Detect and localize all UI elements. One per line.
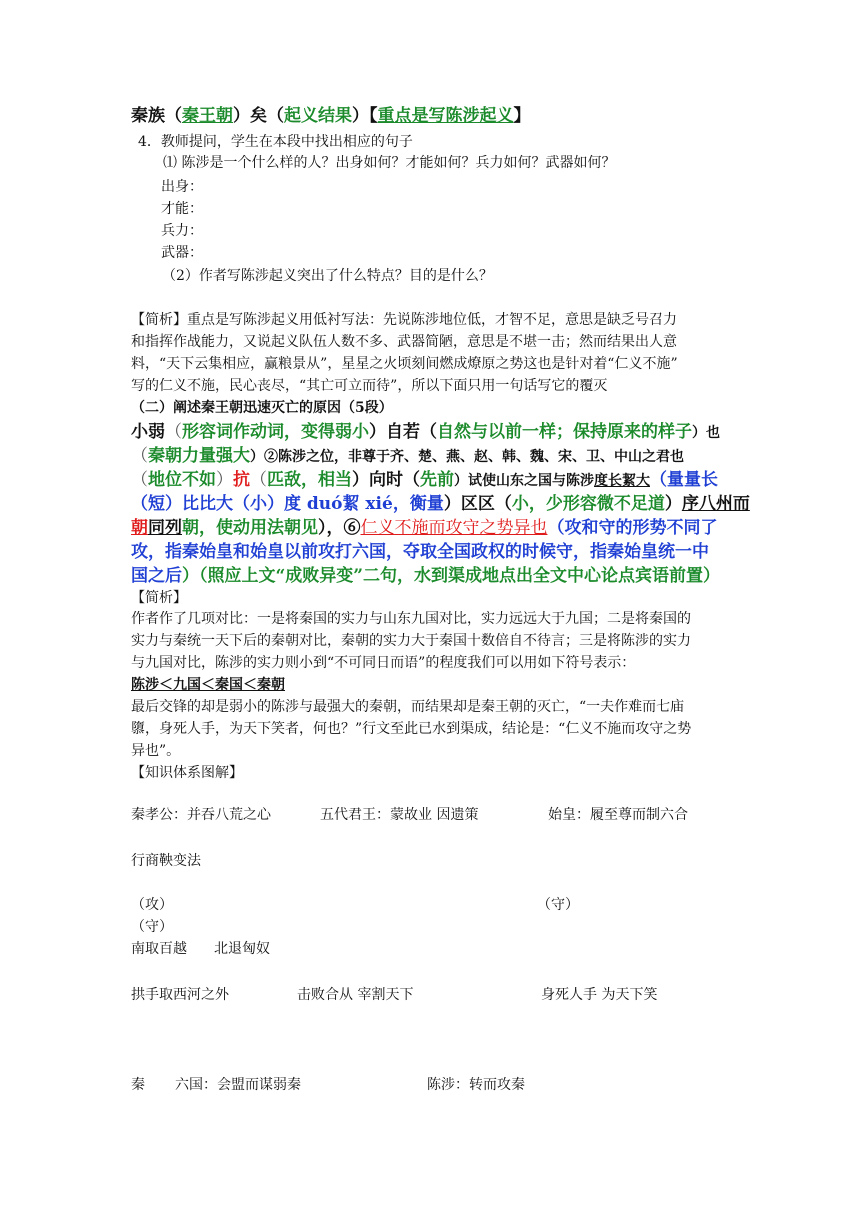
section-heading — [131, 104, 531, 128]
analysis-2-line-1: 作者作了几项对比：一是将秦国的实力与山东九国对比，实力远远大于九国；二是将秦国的 — [131, 611, 691, 627]
diagram-node-hecong: 击败合从 宰割天下 — [297, 987, 414, 1003]
ann-keyword: 序八州而 — [681, 494, 750, 514]
diagram-node-qinxiaogong: 秦孝公：并吞八荒之心 — [131, 807, 271, 823]
heading-text: ）矣（ — [233, 106, 284, 126]
ann-text: ） — [664, 494, 682, 514]
annotated-row-5 — [131, 516, 718, 540]
question-sub-2: （2）作者写陈涉起义突出了什么特点？目的是什么？ — [162, 268, 493, 284]
ann-text: ）试使山东之国与陈涉 — [454, 473, 594, 489]
analysis-2-line-4: 最后交锋的却是弱小的陈涉与最强大的秦朝，而结果却是秦王朝的灭亡，“一夫作难而七庙 — [131, 699, 685, 715]
ann-text: （ — [131, 446, 148, 466]
ann-text: ）向时（ — [352, 470, 420, 490]
heading-text: 秦族（ — [131, 106, 182, 126]
ann-text: ） — [216, 470, 233, 490]
ann-text: ）也 — [692, 425, 720, 441]
diagram-node-qin: 秦 — [131, 1077, 145, 1093]
annotated-row-2 — [131, 444, 684, 469]
diagram-node-shangyang: 行商鞅变法 — [131, 853, 201, 869]
ann-keyword: 度长絜大 — [594, 473, 650, 489]
label-chushen: 出身： — [161, 179, 203, 195]
ann-text: （ — [165, 422, 182, 442]
diagram-node-xiongnu: 北退匈奴 — [214, 941, 270, 957]
ann-keyword: 同列 — [148, 518, 182, 538]
ann-text: ）区区（ — [443, 494, 512, 514]
ann-note: 朝，使动用法朝见 — [182, 518, 318, 538]
diagram-title: 【知识体系图解】 — [131, 765, 243, 781]
heading-annotation: 秦王朝 — [182, 106, 233, 126]
analysis-1-line-1: 【简析】重点是写陈涉起义用低衬写法：先说陈涉地位低，才智不足，意思是缺乏号召力 — [131, 312, 677, 328]
analysis-1-line-4: 写的仁义不施，民心丧尽，“其亡可立而待”，所以下面只用一句话写它的覆灭 — [131, 378, 608, 394]
diagram-node-chenshe: 陈涉：转而攻秦 — [427, 1077, 525, 1093]
label-caineng: 才能： — [161, 201, 203, 217]
ann-note: 形容词作动词，变得弱小 — [182, 422, 369, 442]
ann-note: （ — [650, 470, 667, 490]
analysis-2-line-5: 隳，身死人手，为天下笑者，何也？”行文至此已水到渠成，结论是：“仁义不施而攻守之势 — [131, 721, 692, 737]
annotated-row-1 — [131, 420, 720, 445]
analysis-2-line-2: 实力与秦统一天下后的秦朝对比，秦朝的实力大于秦国十数倍自不待言；三是将陈涉的实力 — [131, 633, 691, 649]
ann-text: （ — [250, 470, 267, 490]
annotated-row-6: 攻，指秦始皇和始皇以前攻打六国，夺取全国政权的时候守，指秦始皇统一中 — [131, 542, 709, 562]
ann-note: 小，少形容微不足道 — [511, 494, 665, 514]
ann-keyword: 朝 — [131, 518, 148, 538]
label-wuqi: 武器： — [161, 245, 203, 261]
heading-annotation: 重点是写陈涉起义 — [377, 106, 514, 126]
ann-note: （短）比比大（小）度 duó絜 xié，衡量 — [131, 494, 444, 514]
question-4-title: 4．教师提问，学生在本段中找出相应的句子 — [138, 134, 413, 150]
ann-keyword: 抗 — [233, 470, 250, 490]
analysis-1-line-2: 和指挥作战能力，又说起义队伍人数不多、武器简陋，意思是不堪一击；然而结果出人意 — [131, 334, 677, 350]
ann-note: 量量长 — [667, 470, 718, 490]
question-sub-1: ⑴ 陈涉是一个什么样的人？出身如何？才能如何？兵力如何？武器如何？ — [163, 155, 616, 171]
diagram-node-baiyue: 南取百越 — [131, 941, 187, 957]
analysis-2-line-3: 与九国对比，陈涉的实力则小到“不可同日而语”的程度我们可以用如下符号表示： — [131, 655, 636, 671]
ann-text: ）自若（ — [369, 422, 437, 442]
ann-note: 秦朝力量强大 — [148, 446, 250, 466]
diagram-label-shou-left: （守） — [131, 919, 173, 935]
heading-annotation: 起义结果 — [284, 106, 352, 126]
ann-note: 匹敌，相当 — [267, 470, 352, 490]
diagram-label-shou-right: （守） — [537, 897, 579, 913]
diagram-node-shihuang: 始皇：履至尊而制六合 — [548, 807, 688, 823]
analysis-2-title: 【简析】 — [131, 590, 187, 606]
annotated-row-3 — [131, 468, 718, 493]
ann-text: ）②陈涉之位，非尊于齐、楚、燕、赵、韩、魏、宋、卫、中山之君也 — [250, 449, 684, 465]
comparison-formula: 陈涉＜九国＜秦国＜秦朝 — [131, 677, 285, 693]
ann-keyword: 仁义不施而攻守之势异也 — [360, 518, 548, 538]
analysis-2-line-6: 异也”。 — [131, 743, 181, 759]
ann-text: 小弱 — [131, 422, 165, 442]
ann-note: （攻和守的形势不同了 — [547, 518, 718, 538]
section-2-title: （二）阐述秦王朝迅速灭亡的原因（5段） — [131, 400, 393, 416]
diagram-label-gong: （攻） — [131, 897, 173, 913]
diagram-node-wudai: 五代君王：蒙故业 因遗策 — [320, 807, 479, 823]
heading-text: 】 — [513, 106, 531, 126]
ann-note: 先前 — [420, 470, 454, 490]
ann-note: 国之后 — [131, 566, 182, 586]
ann-note: 自然与以前一样；保持原来的样子 — [437, 422, 692, 442]
heading-text: ）【 — [352, 106, 378, 126]
annotated-row-7 — [131, 564, 720, 588]
diagram-node-xihe: 拱手取西河之外 — [131, 987, 229, 1003]
label-bingli: 兵力： — [161, 223, 203, 239]
analysis-1-line-3: 料，“天下云集相应，赢粮景从”，星星之火顷刻间燃成燎原之势这也是针对着“仁义不施” — [131, 356, 678, 372]
ann-text: （ — [131, 470, 148, 490]
ann-text: ），⑥ — [318, 518, 361, 538]
diagram-node-shensi: 身死人手 为天下笑 — [541, 987, 658, 1003]
ann-note: ）（照应上文“成败异变”二句，水到渠成地点出全文中心论点宾语前置） — [182, 566, 721, 586]
annotated-row-4 — [131, 492, 750, 516]
diagram-node-liuguo: 六国：会盟而谋弱秦 — [175, 1077, 301, 1093]
ann-note: 地位不如 — [148, 470, 216, 490]
